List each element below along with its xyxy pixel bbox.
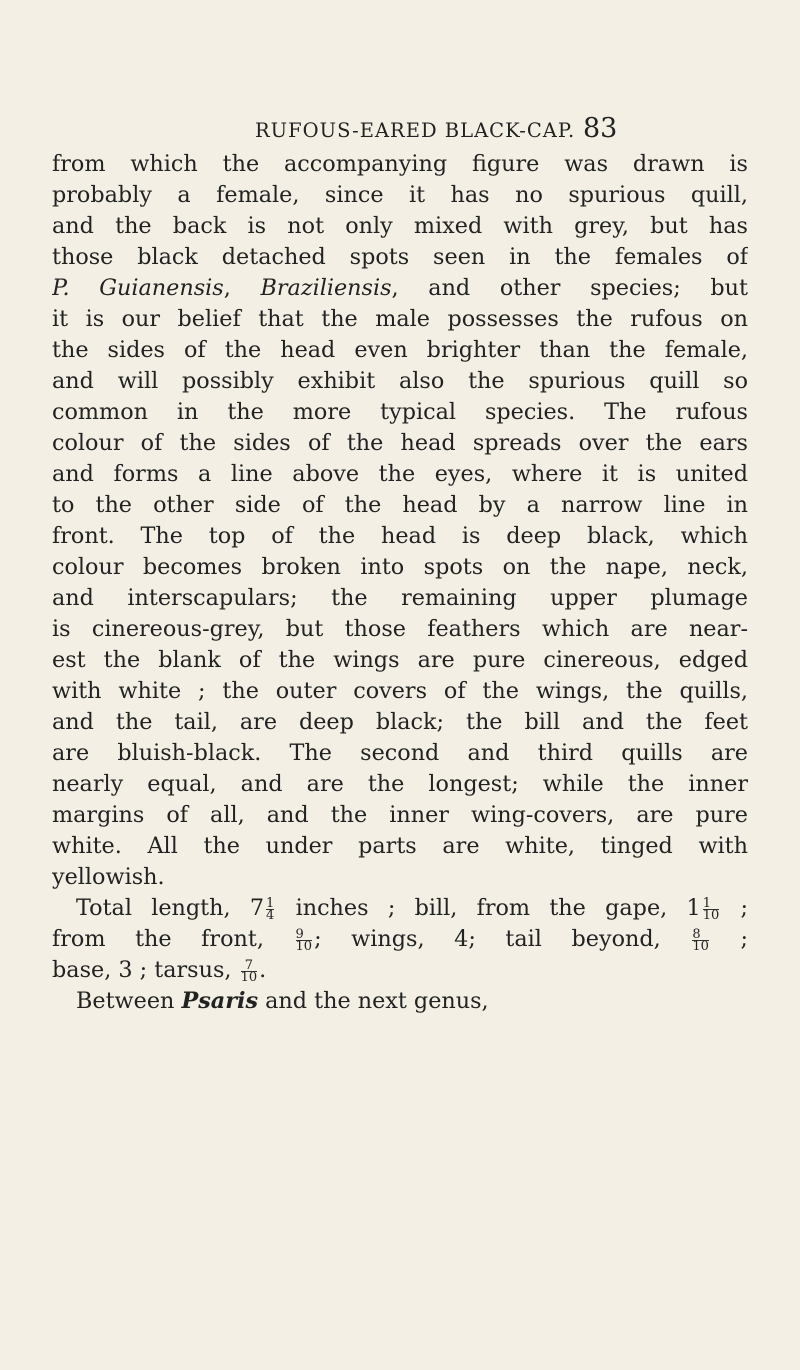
bill-gape-value: 1 $\frac{1}{10}$ ; (686, 895, 748, 923)
tarsus-fraction (241, 960, 258, 983)
text-line: colour becomes broken into spots on the nape, neck, (52, 554, 748, 580)
bill-gape-label: inches ; bill, from the gape, (295, 895, 668, 921)
fraction-denominator: 4 (266, 908, 275, 923)
fraction-numerator: 9 (295, 927, 304, 942)
text-line: and the tail, are deep black; the bill and the feet (52, 709, 748, 735)
species-line-tail: , and other species; but (391, 275, 748, 301)
bill-gape-fraction (703, 898, 720, 921)
tail-beyond-fraction (692, 929, 709, 952)
running-head (255, 113, 755, 148)
text-line: probably a female, since it has no spurious quill, (52, 182, 748, 208)
species-braziliensis: Braziliensis (260, 275, 392, 301)
text-line: yellowish. (52, 864, 165, 890)
fraction-denominator: 10 (702, 908, 720, 923)
text-line: front. The top of the head is deep black, which (52, 523, 748, 549)
text-line: those black detached spots seen in the females of (52, 244, 748, 270)
total-length-fraction (266, 898, 274, 921)
text-line: and will possibly exhibit also the spurious quill so (52, 368, 748, 394)
tail-beyond-value: $\frac{8}{10}$ ; (692, 926, 748, 954)
measurements-line-3: base, 3 ; tarsus, $\frac{7}{10}$ . (52, 957, 267, 985)
text-line: it is our belief that the male possesses the rufous on (52, 306, 748, 332)
running-title: RUFOUS-EARED BLACK-CAP. (255, 119, 576, 142)
text-line: the sides of the head even brighter than the female, (52, 337, 748, 363)
text-line: are bluish-black. The second and third quills are (52, 740, 748, 766)
measurements-line-1 (52, 893, 748, 924)
text-line: colour of the sides of the head spreads over the ears (52, 430, 748, 456)
text-line: white. All the under parts are white, tinged with (52, 833, 748, 859)
from-front-fraction (296, 929, 313, 952)
text-line: est the blank of the wings are pure cinereous, edged (52, 647, 748, 673)
fraction-numerator: 7 (244, 958, 253, 973)
text-line: with white ; the outer covers of the wings, the quills, (52, 678, 748, 704)
text-line: and the back is not only mixed with grey, but has (52, 213, 748, 239)
separator: , (223, 275, 261, 301)
text-line: from which the accompanying figure was drawn is (52, 151, 748, 177)
fraction-numerator: 1 (702, 896, 711, 911)
wings-tail-label: ; wings, 4; tail beyond, (314, 926, 661, 952)
text-line: is cinereous-grey, but those feathers which are near- (52, 616, 748, 642)
closing-suffix: and the next genus, (265, 988, 489, 1014)
fraction-denominator: 10 (240, 970, 258, 985)
species-guianensis: P. Guianensis (52, 275, 224, 301)
fraction-numerator: 1 (266, 896, 275, 911)
body-text (52, 149, 748, 1017)
text-line-species (52, 273, 748, 304)
fraction-denominator: 10 (295, 939, 313, 954)
genus-psaris: Psaris (181, 988, 259, 1014)
measurements-line-2 (52, 924, 748, 955)
fraction-numerator: 8 (692, 927, 701, 942)
base-tarsus-label: base, 3 ; tarsus, (52, 957, 232, 983)
text-line: to the other side of the head by a narrow line in (52, 492, 748, 518)
text-line: and forms a line above the eyes, where it is united (52, 461, 748, 487)
total-length-label: Total length, (76, 895, 231, 921)
from-front-label: from the front, (52, 926, 264, 952)
text-line: nearly equal, and are the longest; while the inner (52, 771, 748, 797)
page-number: 83 (583, 113, 618, 144)
total-length-whole: 7 (249, 895, 265, 921)
text-line: and interscapulars; the remaining upper plumage (52, 585, 748, 611)
text-line: common in the more typical species. The rufous (52, 399, 748, 425)
closing-prefix: Between (76, 988, 175, 1014)
fraction-denominator: 10 (692, 939, 709, 954)
bill-gape-whole: 1 (686, 895, 701, 921)
closing-line (52, 986, 748, 1017)
total-length-value (250, 895, 276, 921)
text-line: margins of all, and the inner wing-covers, are pure (52, 802, 748, 828)
